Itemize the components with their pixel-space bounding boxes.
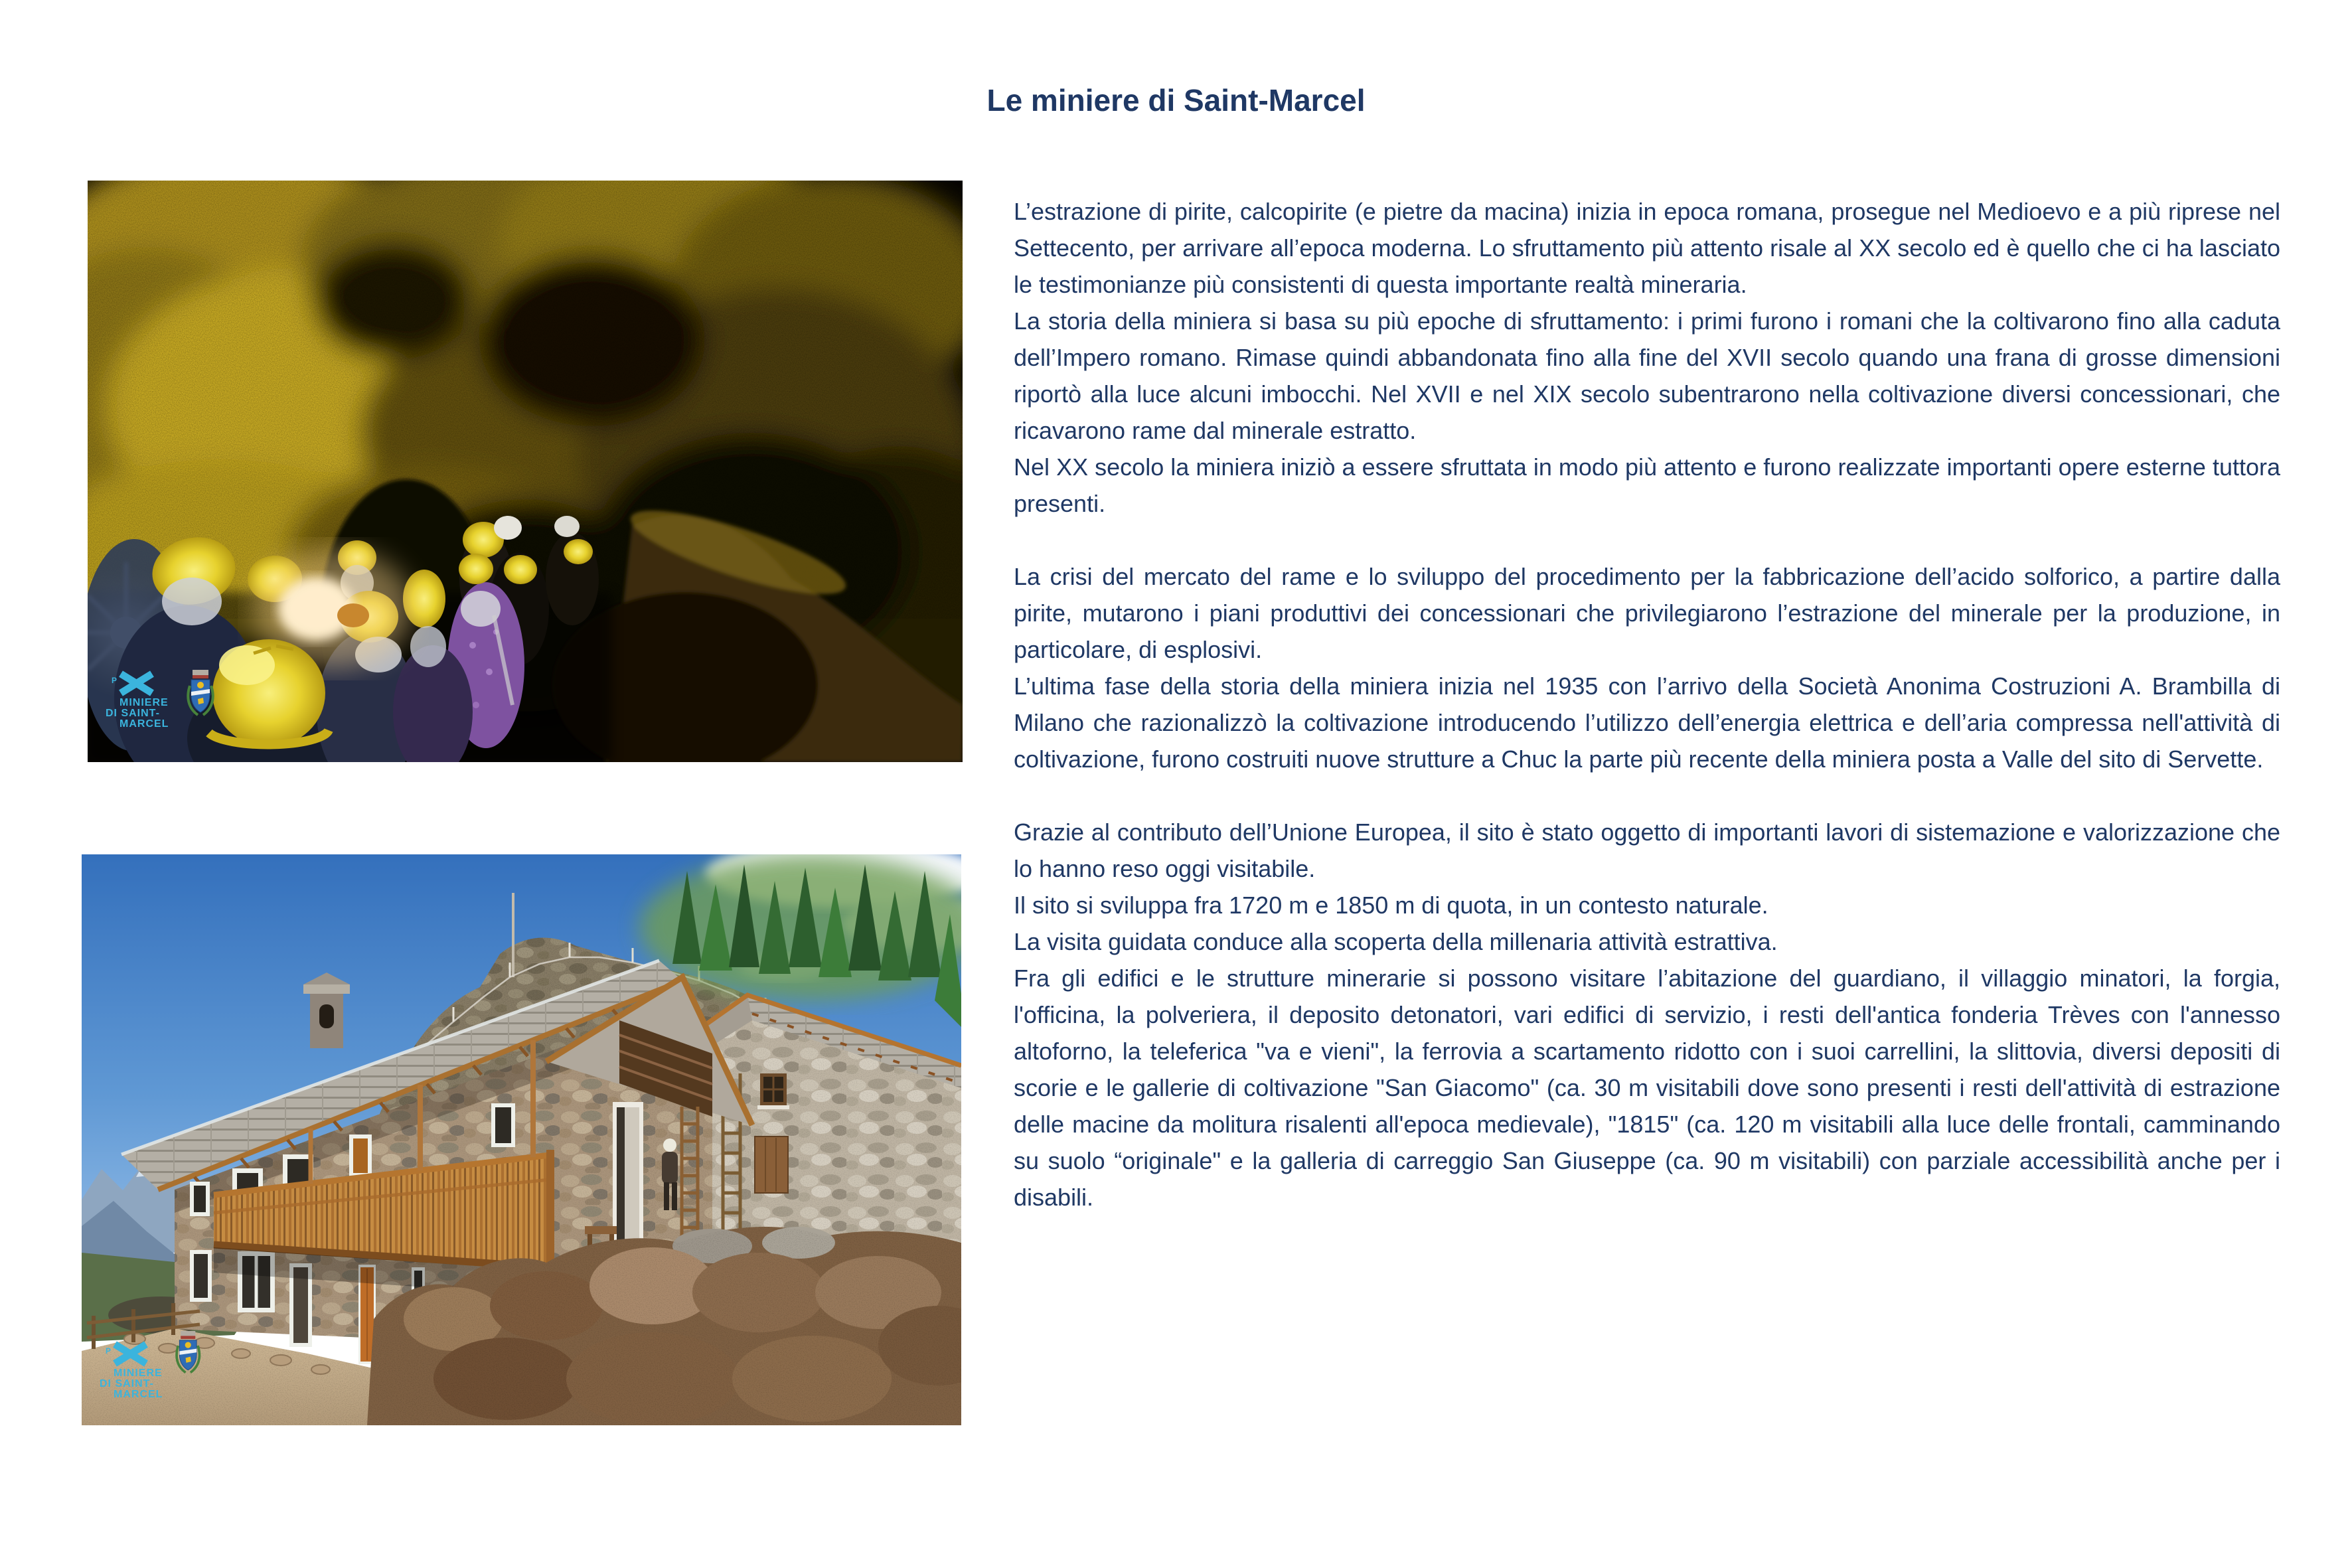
blank-line <box>1014 522 2280 558</box>
logo-mark: P <box>106 1346 112 1356</box>
paragraph: Nel XX secolo la miniera iniziò a essere sfruttata in modo più attento e furono realizzate importanti opere esterne tuttora presenti. <box>1014 453 2280 517</box>
logo-line1: MINIERE <box>114 1368 163 1379</box>
white-helmet-icon <box>663 1138 676 1152</box>
paragraph: La crisi del mercato del rame e lo sviluppo del procedimento per la fabbricazione dell’acido solforico, a partire dalla pirite, mutarono i piani produttivi dei concessionari che privilegiarono l’estrazione del minerale per la produzione, in particolare, di esplosivi. <box>1014 563 2280 663</box>
logo-line3: MARCEL <box>119 718 169 730</box>
wooden-door <box>755 1137 788 1193</box>
paragraph: La visita guidata conduce alla scoperta della millenaria attività estrattiva. <box>1014 928 1778 955</box>
village-photo <box>82 854 961 1425</box>
paragraph: Grazie al contributo dell’Unione Europea, il sito è stato oggetto di importanti lavori di sistemazione e valorizzazione che lo hanno reso oggi visitabile. <box>1014 819 2280 882</box>
chimney <box>303 973 350 1048</box>
paragraph: L’ultima fase della storia della miniera inizia nel 1935 con l’arrivo della Società Anonima Costruzioni A. Brambilla di Milano che razionalizzò la coltivazione introducendo l’utilizzo dell’energia elettrica e dell’aria compressa nell'attività di coltivazione, furono costruiti nuove strutture a Chuc la parte più recente della miniera posta a Valle del sito di Servette. <box>1014 672 2280 773</box>
blank-line <box>1014 777 2280 814</box>
paragraph: Fra gli edifici e le strutture minerarie si possono visitare l’abitazione del guardiano, il villaggio minatori, la forgia, l'officina, la polveriera, il deposito detonatori, vari edifici di servizio, i resti dell'antica fonderia Trèves con l'annesso altoforno, la teleferica "va e vieni", la ferrovia a scartamento ridotto con i suoi carrellini, la slittovia, diversi depositi di scorie e le gallerie di coltivazione "San Giacomo" (ca. 30 m visitabili dove sono presenti i resti dell'attività di estrazione delle macine da molitura risalenti all'epoca medievale), "1815" (ca. 120 m visitabili alla luce delle frontali, camminando su suolo “originale" e la galleria di carreggio San Giuseppe (ca. 90 m visitabili) con parziale accessibilità anche per i disabili. <box>1014 965 2280 1211</box>
body-text-column <box>1014 193 2280 1215</box>
logo-line1: MINIERE <box>119 697 169 708</box>
logo-line2: DI SAINT- <box>100 1378 154 1389</box>
helmet-icon <box>459 554 493 584</box>
paragraph: Il sito si sviluppa fra 1720 m e 1850 m di quota, in un contesto naturale. <box>1014 892 1768 919</box>
white-helmet-icon <box>494 516 522 540</box>
paragraph: L’estrazione di pirite, calcopirite (e pietre da macina) inizia in epoca romana, prosegue nel Medioevo e a più riprese nel Settecento, per arrivare all’epoca moderna. Lo sfruttamento più attento risale al XX secolo ed è quello che ci ha lasciato le testimonianze più consistenti di questa importante realtà mineraria. <box>1014 198 2280 298</box>
logo-line2: DI SAINT- <box>106 708 160 719</box>
logo-mark: P <box>112 676 118 685</box>
paragraph: La storia della miniera si basa su più epoche di sfruttamento: i primi furono i romani che la coltivarono fino alla caduta dell’Impero romano. Rimase quindi abbandonata fino alla fine del XVII secolo quando una frana di grosse dimensioni riportò alla luce alcuni imbocchi. Nel XVII e nel XIX secolo subentrarono nella coltivazione diversi concessionari, che ricavarono rame dal minerale estratto. <box>1014 307 2280 444</box>
page-title: Le miniere di Saint-Marcel <box>986 83 1366 118</box>
white-helmet-icon <box>554 516 580 537</box>
cave-photo <box>88 181 963 762</box>
helmet-icon <box>564 539 593 564</box>
window <box>757 1073 789 1109</box>
logo-line3: MARCEL <box>114 1389 163 1400</box>
helmet-icon <box>504 555 537 584</box>
